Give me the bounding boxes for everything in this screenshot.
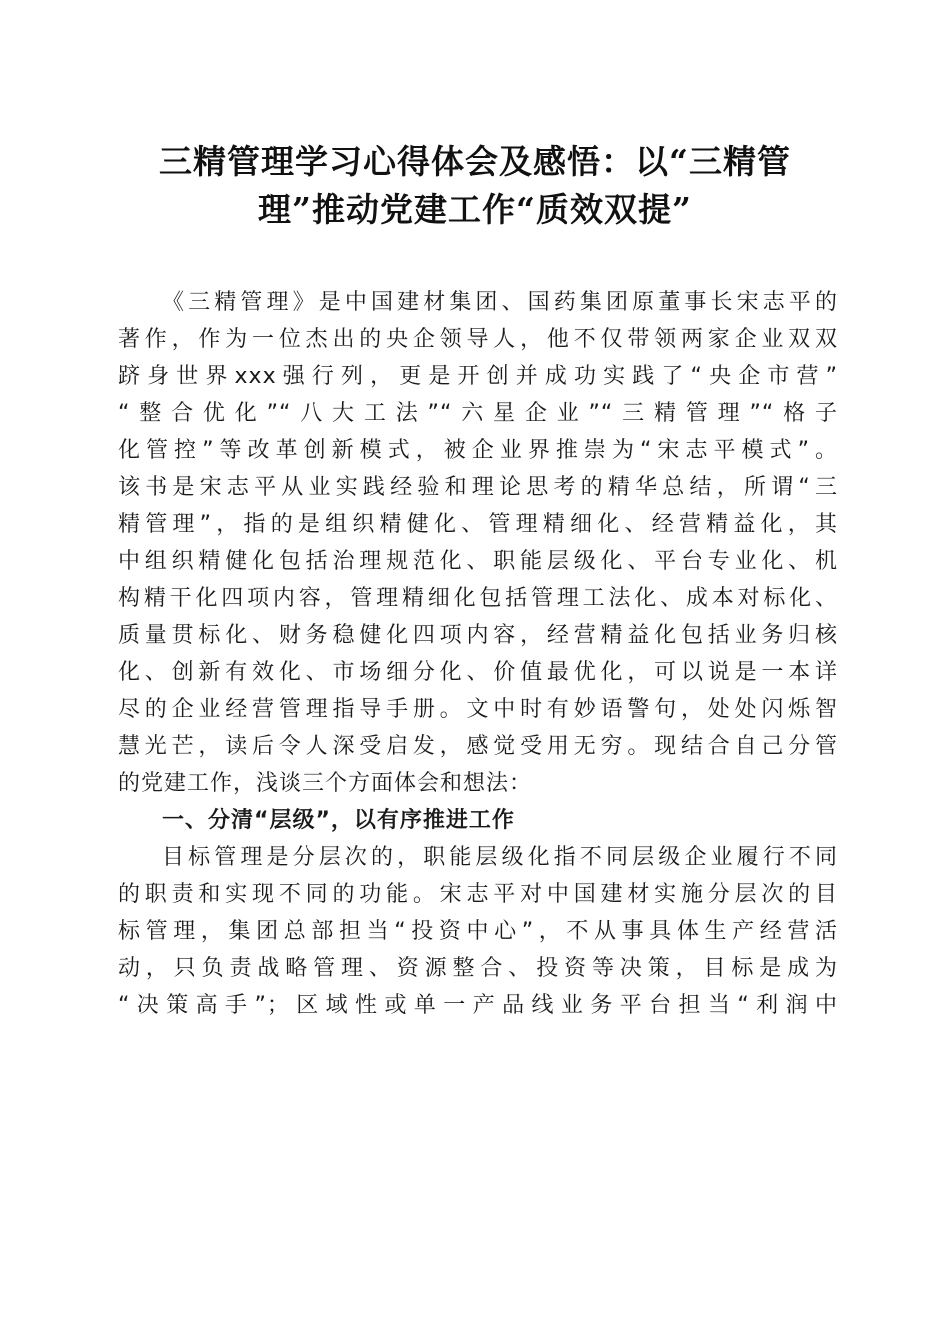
title-line-1: 三精管理学习心得体会及感悟：以“三精管 [159, 142, 791, 181]
text-line: “决策高手”；区域性或单一产品线业务平台担当“利润中 [118, 993, 838, 1018]
text-line: 中组织精健化包括治理规范化、职能层级化、平台专业化、机 [118, 549, 838, 574]
text-line: 跻身世界xxx强行列，更是开创并成功实践了“央企市营” [118, 364, 838, 389]
section-heading-1: 一、分清“层级”，以有序推进工作 [162, 808, 515, 833]
text-line: 标管理，集团总部担当“投资中心”，不从事具体生产经营活 [118, 919, 838, 944]
text-line: 慧光芒，读后令人深受启发，感觉受用无穷。现结合自己分管 [118, 734, 838, 759]
paragraph-section-1 [118, 839, 838, 1024]
title-line-2: 理”推动党建工作“质效双提” [258, 190, 692, 229]
text-line: 目标管理是分层次的，职能层级化指不同层级企业履行不同 [162, 845, 838, 870]
text-line: 尽的企业经营管理指导手册。文中时有妙语警句，处处闪烁智 [118, 697, 838, 722]
text-line: 著作，作为一位杰出的央企领导人，他不仅带领两家企业双双 [118, 327, 838, 352]
text-line: 精管理”，指的是组织精健化、管理精细化、经营精益化，其 [118, 512, 838, 537]
text-line: 动，只负责战略管理、资源整合、投资等决策，目标是成为 [118, 956, 838, 981]
paragraph-intro [118, 284, 838, 802]
document-title [100, 138, 850, 234]
text-line: 化管控”等改革创新模式，被企业界推崇为“宋志平模式”。 [118, 438, 838, 463]
text-line: 《三精管理》是中国建材集团、国药集团原董事长宋志平的 [162, 290, 838, 315]
document-body [118, 284, 838, 1024]
text-line: 构精干化四项内容，管理精细化包括管理工法化、成本对标化、 [118, 586, 838, 611]
text-line: 该书是宋志平从业实践经验和理论思考的精华总结，所谓“三 [118, 475, 838, 500]
text-line: 的职责和实现不同的功能。宋志平对中国建材实施分层次的目 [118, 882, 838, 907]
text-line: 质量贯标化、财务稳健化四项内容，经营精益化包括业务归核 [118, 623, 838, 648]
text-line: 的党建工作，浅谈三个方面体会和想法： [118, 771, 533, 796]
text-line: “整合优化”“八大工法”“六星企业”“三精管理”“格子 [118, 401, 838, 426]
text-line: 化、创新有效化、市场细分化、价值最优化，可以说是一本详 [118, 660, 838, 685]
